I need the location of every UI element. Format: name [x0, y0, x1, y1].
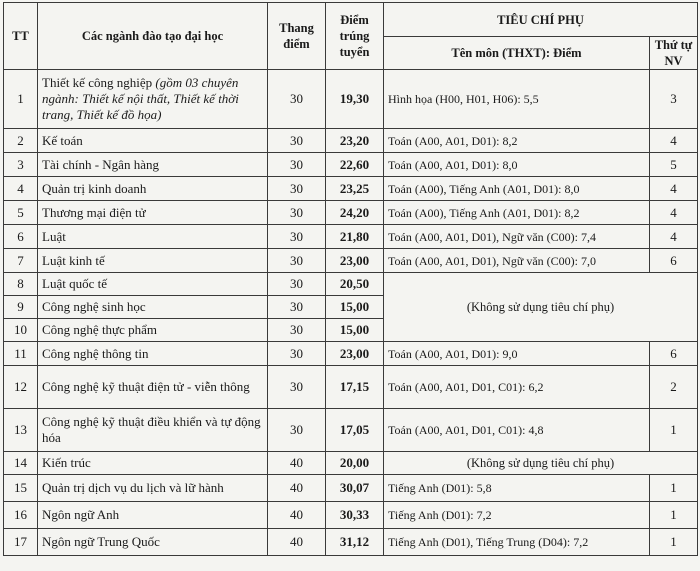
row-tt: 16: [4, 502, 38, 529]
row-tt: 9: [4, 296, 38, 319]
row-major: Công nghệ kỹ thuật điều khiển và tự động hóa: [38, 409, 268, 452]
table-row: [4, 409, 698, 452]
header-subject: Tên môn (THXT): Điểm: [384, 37, 650, 70]
row-order: 1: [650, 475, 698, 502]
row-score: 22,60: [326, 153, 384, 177]
row-order: 2: [650, 366, 698, 409]
header-scale: Thang điểm: [268, 3, 326, 70]
row-order: 6: [650, 342, 698, 366]
row-score: 19,30: [326, 70, 384, 129]
table-row: [4, 249, 698, 273]
row-tt: 17: [4, 529, 38, 556]
row-scale: 30: [268, 342, 326, 366]
row-criteria: Toán (A00, A01, D01): 8,2: [384, 129, 650, 153]
row-scale: 30: [268, 409, 326, 452]
table-row: [4, 366, 698, 409]
row-scale: 30: [268, 129, 326, 153]
table-row: [4, 342, 698, 366]
row-order: 5: [650, 153, 698, 177]
row-major: [38, 70, 268, 129]
row-order: 4: [650, 177, 698, 201]
row-score: 17,15: [326, 366, 384, 409]
row-tt: 7: [4, 249, 38, 273]
row-criteria: Toán (A00, A01, D01, C01): 6,2: [384, 366, 650, 409]
row-criteria: Toán (A00, A01, D01), Ngữ văn (C00): 7,0: [384, 249, 650, 273]
header-order: Thứ tự NV: [650, 37, 698, 70]
row-tt: 15: [4, 475, 38, 502]
row-criteria: Tiếng Anh (D01): 5,8: [384, 475, 650, 502]
row-major: Luật quốc tế: [38, 273, 268, 296]
row-major: Công nghệ kỹ thuật điện tử - viễn thông: [38, 366, 268, 409]
table-row: [4, 177, 698, 201]
table-row: [4, 273, 698, 296]
row-scale: 30: [268, 225, 326, 249]
row-tt: 1: [4, 70, 38, 129]
row-tt: 14: [4, 452, 38, 475]
row-tt: 4: [4, 177, 38, 201]
header-score: Điểm trúng tuyển: [326, 3, 384, 70]
header-major: Các ngành đào tạo đại học: [38, 3, 268, 70]
row-major: Ngôn ngữ Trung Quốc: [38, 529, 268, 556]
row-order: 1: [650, 502, 698, 529]
row-major: Công nghệ thông tin: [38, 342, 268, 366]
row-tt: 12: [4, 366, 38, 409]
row-criteria: Toán (A00, A01, D01): 9,0: [384, 342, 650, 366]
row-major: Quản trị kinh doanh: [38, 177, 268, 201]
row-order: 6: [650, 249, 698, 273]
header-tt: TT: [4, 3, 38, 70]
row-score: 15,00: [326, 296, 384, 319]
row-order: 1: [650, 529, 698, 556]
row-score: 21,80: [326, 225, 384, 249]
row-tt: 10: [4, 319, 38, 342]
row-scale: 30: [268, 201, 326, 225]
row-scale: 30: [268, 319, 326, 342]
row-major-subtitle: (gồm 03 chuyên ngành: Thiết kế nội thất, Thiết kế thời trang, Thiết kế đồ họa): [42, 75, 239, 122]
row-score: 30,33: [326, 502, 384, 529]
row-scale: 40: [268, 502, 326, 529]
no-criteria-note: (Không sử dụng tiêu chí phụ): [384, 273, 698, 342]
table-row: [4, 529, 698, 556]
row-tt: 11: [4, 342, 38, 366]
row-score: 23,00: [326, 342, 384, 366]
row-major: Thương mại điện tử: [38, 201, 268, 225]
row-criteria: Toán (A00, A01, D01, C01): 4,8: [384, 409, 650, 452]
row-score: 20,50: [326, 273, 384, 296]
row-criteria: Toán (A00, A01, D01): 8,0: [384, 153, 650, 177]
row-score: 15,00: [326, 319, 384, 342]
table-row: [4, 475, 698, 502]
row-scale: 40: [268, 529, 326, 556]
row-order: 4: [650, 201, 698, 225]
row-tt: 2: [4, 129, 38, 153]
table-row: [4, 129, 698, 153]
row-criteria: Toán (A00), Tiếng Anh (A01, D01): 8,2: [384, 201, 650, 225]
row-criteria: Toán (A00), Tiếng Anh (A01, D01): 8,0: [384, 177, 650, 201]
row-tt: 13: [4, 409, 38, 452]
row-scale: 30: [268, 366, 326, 409]
row-major: Quản trị dịch vụ du lịch và lữ hành: [38, 475, 268, 502]
row-scale: 30: [268, 153, 326, 177]
row-criteria: Tiếng Anh (D01): 7,2: [384, 502, 650, 529]
table-row: [4, 70, 698, 129]
row-order: 4: [650, 129, 698, 153]
row-scale: 30: [268, 177, 326, 201]
table-row: [4, 201, 698, 225]
row-score: 23,00: [326, 249, 384, 273]
row-major: Công nghệ sinh học: [38, 296, 268, 319]
row-major: Luật kinh tế: [38, 249, 268, 273]
row-criteria: Tiếng Anh (D01), Tiếng Trung (D04): 7,2: [384, 529, 650, 556]
row-score: 17,05: [326, 409, 384, 452]
row-score: 20,00: [326, 452, 384, 475]
header-row-1: [4, 3, 698, 37]
row-score: 24,20: [326, 201, 384, 225]
row-score: 23,20: [326, 129, 384, 153]
row-major: Ngôn ngữ Anh: [38, 502, 268, 529]
row-tt: 5: [4, 201, 38, 225]
admission-table: [3, 2, 698, 556]
table-row: [4, 502, 698, 529]
row-major: Tài chính - Ngân hàng: [38, 153, 268, 177]
row-scale: 30: [268, 70, 326, 129]
row-score: 30,07: [326, 475, 384, 502]
row-major: Kiến trúc: [38, 452, 268, 475]
row-tt: 3: [4, 153, 38, 177]
row-major: Luật: [38, 225, 268, 249]
row-scale: 40: [268, 475, 326, 502]
table-row: [4, 452, 698, 475]
row-tt: 8: [4, 273, 38, 296]
row-order: 4: [650, 225, 698, 249]
row-scale: 40: [268, 452, 326, 475]
row-major: Kế toán: [38, 129, 268, 153]
no-criteria-note: (Không sử dụng tiêu chí phụ): [384, 452, 698, 475]
row-tt: 6: [4, 225, 38, 249]
row-order: 1: [650, 409, 698, 452]
row-order: 3: [650, 70, 698, 129]
row-scale: 30: [268, 249, 326, 273]
row-criteria: Toán (A00, A01, D01), Ngữ văn (C00): 7,4: [384, 225, 650, 249]
row-score: 31,12: [326, 529, 384, 556]
header-criteria: TIÊU CHÍ PHỤ: [384, 3, 698, 37]
row-major-name: Thiết kế công nghiệp: [42, 75, 153, 90]
table-row: [4, 225, 698, 249]
row-criteria: Hình họa (H00, H01, H06): 5,5: [384, 70, 650, 129]
row-score: 23,25: [326, 177, 384, 201]
table-row: [4, 153, 698, 177]
row-scale: 30: [268, 273, 326, 296]
row-major: Công nghệ thực phẩm: [38, 319, 268, 342]
row-scale: 30: [268, 296, 326, 319]
